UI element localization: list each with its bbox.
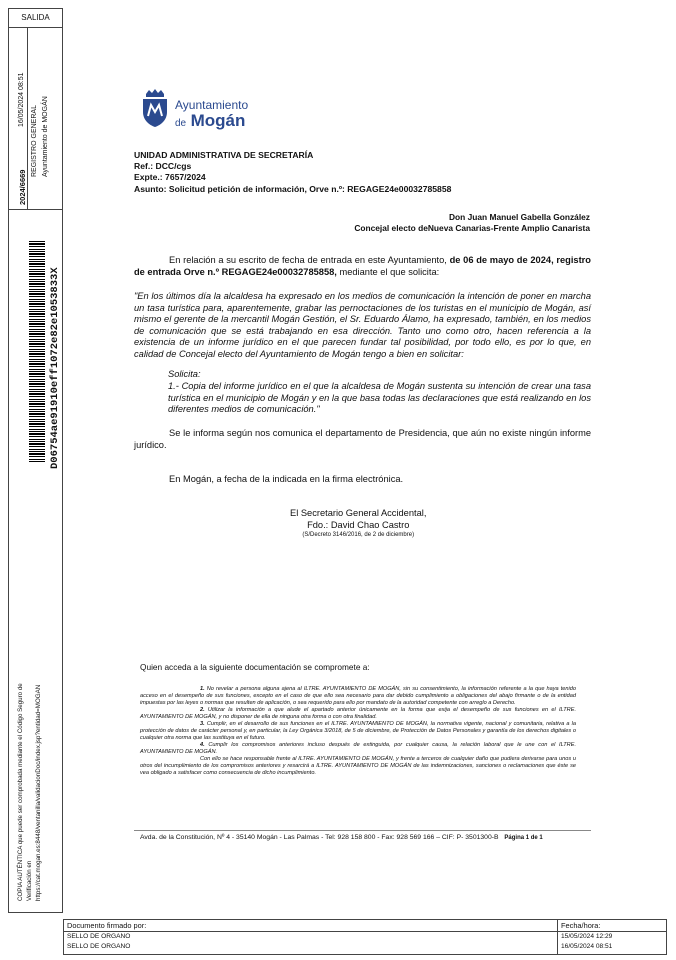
barcode — [29, 241, 45, 463]
request-quote: "En los últimos día la alcaldesa ha expresado en los medios de comunicación la intención de poner en marcha un tasa turística para, aparentemente, grabar las pernoctaciones de los turistas en el municipio de Mogán, así mismo el gerente de la mercantil Mogán Gestión, el Sr. Eduardo Álamo, ha expresado, también, en los medios de comunicación que se está trabajando en esa dirección. Tanto uno como otro, hacen referencia a la existencia de un informe jurídico en el que parecen fundar tal posibilidad, por todo ello, es por lo que, en calidad de Concejal electo del Ayuntamiento de Mogán tengo a bien en solicitar: — [134, 291, 591, 359]
salida-label: SALIDA — [9, 9, 62, 28]
date-row-1: 15/05/2024 12:29 — [561, 933, 613, 940]
coat-of-arms-icon — [140, 88, 170, 128]
registry-date: 16/05/2024 08:51 — [18, 72, 25, 127]
signed-by-header: Documento firmado por: — [67, 921, 147, 930]
logo-line1: Ayuntamiento — [175, 98, 249, 112]
logo-mogan: Mogán — [190, 111, 246, 130]
closing-paragraph: En Mogán, a fecha de la indicada en la firma electrónica. — [169, 474, 404, 484]
intro-bold: de 06 de mayo de 2024, registro de entrada Orve n.º REGAGE24e00032785858, — [134, 255, 591, 277]
document-header — [134, 150, 451, 195]
signer-decree: (S/Decreto 3146/2016, de 2 de diciembre) — [302, 532, 415, 538]
copia-autentica-text: COPIA AUTÉNTICA que puede ser comprobada mediante el Código Seguro de — [17, 683, 24, 901]
commitments-list — [140, 686, 576, 777]
signatures-table — [63, 919, 667, 955]
registry-stamp — [9, 27, 62, 210]
registry-number: 2024/6669 — [18, 169, 27, 205]
commitment-item: 4. Cumplir los compromisos anteriores incluso después de extinguida, por cualquier causa, la relación laboral que le une con el ILTRE. AYUNTAMIENTO DE MOGÁN. — [140, 742, 576, 755]
addressee-block — [354, 212, 590, 234]
signer-name: Fdo.: David Chao Castro — [307, 519, 410, 530]
reference: Ref.: DCC/cgs — [134, 161, 192, 172]
footer — [140, 834, 543, 841]
footer-divider — [134, 830, 591, 831]
commitment-item: Con ello se hace responsable frente al ILTRE. AYUNTAMIENTO DE MOGÁN, y frente a terceros de cualquier daño que pudiera derivarse para unos u otros del incumplimiento de los compromisos anteriores y resarcirá a ILTRE. AYUNTAMIENTO DE MOGÁN de las indemnizaciones, sanciones o reclamaciones que éste se vea obligado a satisfacer como consecuencia de dicho incumplimiento. — [140, 756, 576, 776]
solicita-label: Solicita: — [168, 369, 201, 379]
commitments-intro: Quien acceda a la siguiente documentación se compromete a: — [140, 662, 370, 672]
registro-general-label: REGISTRO GENERAL — [31, 105, 38, 177]
signature-block — [290, 508, 426, 540]
commitment-item: 2. Utilizar la información a que alude el apartado anterior únicamente en la forma que exija el desempeño de sus funciones en el ILTRE. AYUNTAMIENTO DE MOGÁN, y no disponer de ella de ninguna otra forma o con otra finalidad. — [140, 707, 576, 720]
addressee-title: Concejal electo deNueva Canarias-Frente Amplio Canarista — [354, 223, 590, 234]
solicita-item: 1.- Copia del informe jurídico en el que la alcaldesa de Mogán sustenta su intención de crear una tasa turística en el municipio de Mogán y en la que basa todas las declaraciones que está realizando en los diferentes medios de comunicación." — [168, 381, 591, 414]
logo-de: de — [175, 118, 187, 129]
paragraph-intro — [134, 255, 591, 278]
registry-sidebar — [8, 8, 63, 913]
unit-name: UNIDAD ADMINISTRATIVA DE SECRETARÍA — [134, 150, 314, 160]
verificacion-text: Verificación en — [26, 860, 33, 901]
page-number: Página 1 de 1 — [504, 835, 543, 841]
commitment-item: 1. No revelar a persona alguna ajena al ILTRE. AYUNTAMIENTO DE MOGÁN, sin su consentimiento, la información referente a la que haya tenido acceso en el desempeño de sus funciones, excepto en el caso de que ello sea necesario para dar debido cumplimiento a obligaciones del abajo firmante o de la entidad impuestas por las leyes o normas que resulten de aplicación, o sea requerido para ello por mandato de la autoridad competente con arreglo a Derecho. — [140, 686, 576, 706]
signer-role: El Secretario General Accidental, — [290, 508, 427, 518]
commitment-item: 3. Cumplir, en el desarrollo de sus funciones en el ILTRE. AYUNTAMIENTO DE MOGÁN, la normativa vigente, nacional y comunitaria, relativa a la protección de datos de carácter personal y, en particular, la Ley Orgánica 3/2018, de 5 de diciembre, de Protección de Datos Personales y garantía de los derechos digitales o cualquier otra norma que las sustituya en el futuro. — [140, 721, 576, 741]
intro-text: En relación a su escrito de fecha de entrada en este Ayuntamiento, — [169, 255, 450, 265]
signer-row-1: SELLO DE ORGANO — [67, 933, 131, 940]
csv-code: D06754ae91910eff1072e82e1053833X — [49, 267, 61, 469]
expediente: Expte.: 7657/2024 — [134, 172, 206, 183]
addressee-name: Don Juan Manuel Gabella González — [448, 212, 590, 222]
response-paragraph: Se le informa según nos comunica el departamento de Presidencia, que aún no existe ningún informe jurídico. — [134, 428, 591, 450]
ayuntamiento-label: Ayuntamiento de MOGÁN — [42, 96, 49, 177]
datetime-header: Fecha/hora: — [561, 921, 601, 930]
intro-end: mediante el que solicita: — [336, 266, 440, 277]
signer-row-2: SELLO DE ORGANO — [67, 943, 131, 950]
date-row-2: 16/05/2024 08:51 — [561, 943, 613, 950]
verification-url[interactable]: https://cat.mogan.es:8448/ventanilla/validacionDoc/index.jsp?entidad=MOGAN — [35, 684, 42, 901]
footer-address: Avda. de la Constitución, Nº 4 - 35140 Mogán - Las Palmas - Tel: 928 158 800 - Fax: 928 569 166 – CIF: P- 3501300-B — [140, 834, 499, 841]
subject: Asunto: Solicitud petición de información, Orve n.º: REGAGE24e00032785858 — [134, 183, 452, 194]
